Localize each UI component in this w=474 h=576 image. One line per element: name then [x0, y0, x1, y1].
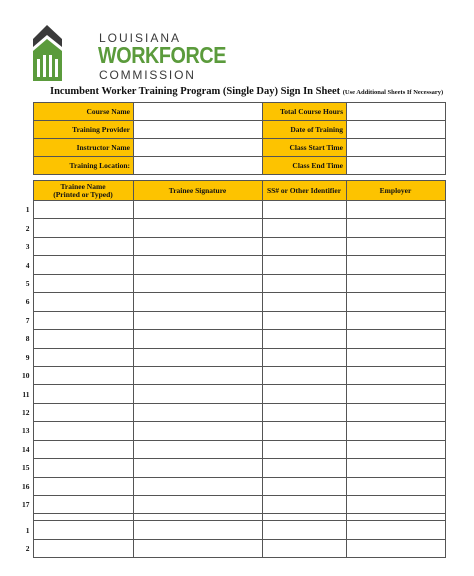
lwc-logo — [31, 25, 226, 83]
header-ss-identifier: SS# or Other Identifier — [262, 181, 346, 201]
table-row — [19, 348, 445, 366]
trainee-name-cell[interactable] — [33, 330, 133, 348]
employer-cell[interactable] — [346, 422, 445, 440]
header-trainee-name-line: (Printed or Typed) — [53, 189, 113, 199]
trainee-name-cell[interactable] — [33, 366, 133, 384]
table-row — [19, 496, 445, 514]
signature-cell[interactable] — [133, 403, 262, 421]
signature-cell[interactable] — [133, 385, 262, 403]
employer-cell[interactable] — [346, 237, 445, 255]
signature-cell[interactable] — [133, 219, 262, 237]
row-number: 3 — [25, 242, 30, 252]
employer-cell[interactable] — [346, 219, 445, 237]
signature-cell[interactable] — [133, 293, 262, 311]
trainee-name-cell[interactable] — [33, 440, 133, 458]
identifier-cell[interactable] — [262, 330, 346, 348]
sign-in-table — [19, 180, 446, 558]
info-label: Class Start Time — [263, 139, 347, 157]
info-value-field[interactable] — [347, 103, 446, 121]
identifier-cell[interactable] — [262, 422, 346, 440]
trainee-name-cell[interactable] — [33, 496, 133, 514]
signature-cell[interactable] — [133, 496, 262, 514]
table-row — [19, 256, 445, 274]
trainee-name-cell[interactable] — [33, 348, 133, 366]
signature-cell[interactable] — [133, 256, 262, 274]
employer-cell[interactable] — [346, 459, 445, 477]
row-number: 13 — [22, 426, 30, 436]
table-row — [19, 539, 445, 557]
logo-text-workforce: WORKFORCE — [98, 42, 226, 68]
table-row — [19, 274, 445, 292]
table-row — [19, 366, 445, 384]
info-row — [34, 157, 446, 175]
sign-in-header-row — [19, 181, 445, 201]
table-row — [19, 311, 445, 329]
signature-cell[interactable] — [133, 201, 262, 219]
identifier-cell[interactable] — [262, 403, 346, 421]
identifier-cell[interactable] — [262, 366, 346, 384]
table-row — [19, 330, 445, 348]
employer-cell[interactable] — [346, 348, 445, 366]
trainee-name-cell[interactable] — [33, 539, 133, 557]
trainee-name-cell[interactable] — [33, 521, 133, 539]
identifier-cell[interactable] — [262, 521, 346, 539]
info-value-field[interactable] — [134, 103, 263, 121]
trainee-name-cell[interactable] — [33, 201, 133, 219]
logo-text-commission: COMMISSION — [99, 68, 196, 82]
row-number: 6 — [25, 297, 30, 307]
identifier-cell[interactable] — [262, 496, 346, 514]
trainee-name-cell[interactable] — [33, 403, 133, 421]
row-number: 5 — [25, 278, 30, 288]
course-info-table — [33, 102, 446, 175]
identifier-cell[interactable] — [262, 293, 346, 311]
identifier-cell[interactable] — [262, 219, 346, 237]
employer-cell[interactable] — [346, 293, 445, 311]
table-row — [19, 293, 445, 311]
table-row — [19, 237, 445, 255]
trainee-name-cell[interactable] — [33, 459, 133, 477]
info-value-field[interactable] — [134, 157, 263, 175]
info-label: Total Course Hours — [263, 103, 347, 121]
row-number: 9 — [25, 352, 30, 362]
identifier-cell[interactable] — [262, 256, 346, 274]
trainee-name-cell[interactable] — [33, 274, 133, 292]
info-value-field[interactable] — [347, 139, 446, 157]
info-label: Course Name — [34, 103, 134, 121]
info-row — [34, 103, 446, 121]
lwc-logo-mark-icon — [31, 25, 64, 81]
employer-cell[interactable] — [346, 477, 445, 495]
trainee-name-cell[interactable] — [33, 422, 133, 440]
trainee-name-cell[interactable] — [33, 385, 133, 403]
signature-cell[interactable] — [133, 237, 262, 255]
title-note: (Use Additional Sheets If Necessary) — [342, 89, 444, 96]
row-number: 15 — [22, 463, 30, 473]
info-value-field[interactable] — [134, 139, 263, 157]
signature-cell[interactable] — [133, 459, 262, 477]
employer-cell[interactable] — [346, 311, 445, 329]
header-trainee-signature: Trainee Signature — [133, 181, 262, 201]
table-row — [19, 201, 445, 219]
row-number: 10 — [22, 371, 30, 381]
employer-cell[interactable] — [346, 496, 445, 514]
info-label: Class End Time — [263, 157, 347, 175]
employer-cell[interactable] — [346, 539, 445, 557]
info-value-field[interactable] — [347, 157, 446, 175]
table-row — [19, 459, 445, 477]
trainee-name-cell[interactable] — [33, 256, 133, 274]
section-divider — [19, 514, 445, 521]
employer-cell[interactable] — [346, 366, 445, 384]
employer-cell[interactable] — [346, 274, 445, 292]
info-label: Date of Training — [263, 121, 347, 139]
info-value-field[interactable] — [134, 121, 263, 139]
row-number: 14 — [22, 444, 30, 454]
table-row — [19, 422, 445, 440]
employer-cell[interactable] — [346, 330, 445, 348]
info-label: Training Location: — [34, 157, 134, 175]
row-number: 11 — [22, 389, 30, 399]
employer-cell[interactable] — [346, 521, 445, 539]
row-number: 8 — [25, 334, 30, 344]
identifier-cell[interactable] — [262, 539, 346, 557]
employer-cell[interactable] — [346, 440, 445, 458]
identifier-cell[interactable] — [262, 385, 346, 403]
info-label: Instructor Name — [34, 139, 134, 157]
row-number: 2 — [25, 544, 30, 554]
header-employer: Employer — [346, 181, 445, 201]
employer-cell[interactable] — [346, 256, 445, 274]
trainee-name-cell[interactable] — [33, 237, 133, 255]
info-label: Training Provider — [34, 121, 134, 139]
identifier-cell[interactable] — [262, 237, 346, 255]
signature-cell[interactable] — [133, 539, 262, 557]
trainee-name-cell[interactable] — [33, 293, 133, 311]
trainee-name-cell[interactable] — [33, 477, 133, 495]
signature-cell[interactable] — [133, 348, 262, 366]
employer-cell[interactable] — [346, 201, 445, 219]
signature-cell[interactable] — [133, 440, 262, 458]
logo-text-louisiana: LOUISIANA — [99, 31, 182, 45]
row-number: 17 — [22, 500, 30, 510]
employer-cell[interactable] — [346, 403, 445, 421]
identifier-cell[interactable] — [262, 311, 346, 329]
row-number: 12 — [22, 408, 30, 418]
page-title — [50, 86, 444, 97]
header-trainee-name — [33, 181, 133, 201]
info-row — [34, 139, 446, 157]
table-row — [19, 521, 445, 539]
table-row — [19, 403, 445, 421]
identifier-cell[interactable] — [262, 440, 346, 458]
row-number: 16 — [22, 481, 30, 491]
table-row — [19, 219, 445, 237]
signature-cell[interactable] — [133, 274, 262, 292]
table-row — [19, 440, 445, 458]
identifier-cell[interactable] — [262, 459, 346, 477]
row-number: 2 — [25, 223, 30, 233]
table-row — [19, 477, 445, 495]
row-number: 1 — [25, 525, 30, 535]
identifier-cell[interactable] — [262, 201, 346, 219]
signature-cell[interactable] — [133, 521, 262, 539]
signature-cell[interactable] — [133, 311, 262, 329]
row-number: 4 — [25, 260, 30, 270]
row-number: 1 — [25, 205, 30, 215]
trainee-name-cell[interactable] — [33, 219, 133, 237]
identifier-cell[interactable] — [262, 274, 346, 292]
header-trainee-name-line: Trainee Name — [60, 181, 106, 191]
identifier-cell[interactable] — [262, 348, 346, 366]
employer-cell[interactable] — [346, 385, 445, 403]
row-number: 7 — [25, 315, 30, 325]
title-main: Incumbent Worker Training Program (Single Day) Sign In Sheet — [50, 86, 341, 97]
trainee-name-cell[interactable] — [33, 311, 133, 329]
signature-cell[interactable] — [133, 330, 262, 348]
table-row — [19, 385, 445, 403]
signature-cell[interactable] — [133, 422, 262, 440]
signature-cell[interactable] — [133, 366, 262, 384]
signature-cell[interactable] — [133, 477, 262, 495]
info-row — [34, 121, 446, 139]
identifier-cell[interactable] — [262, 477, 346, 495]
info-value-field[interactable] — [347, 121, 446, 139]
